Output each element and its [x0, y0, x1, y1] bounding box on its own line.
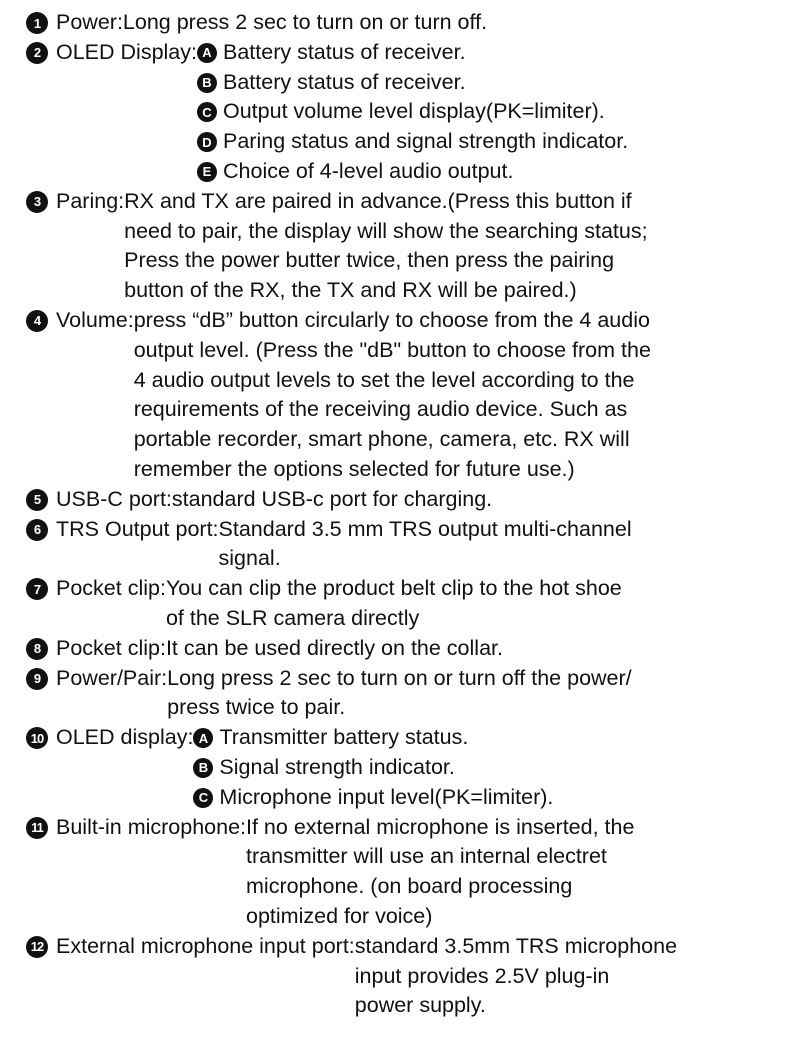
sub-item-text: Microphone input level(PK=limiter). [219, 784, 554, 809]
number-badge: 5 [26, 489, 48, 511]
item-label: External microphone input port: [56, 933, 355, 958]
letter-badge: C [193, 788, 213, 808]
description-line: transmitter will use an internal electret [246, 844, 607, 869]
description-line: requirements of the receiving audio device. Such as [133, 397, 628, 422]
description-line: optimized for voice) [246, 903, 433, 928]
letter-badge: A [197, 43, 217, 63]
description-line: If no external microphone is inserted, the [246, 814, 635, 839]
sub-item [193, 783, 553, 813]
description-line: power supply. [354, 993, 486, 1018]
sub-item-text: Battery status of receiver. [223, 39, 466, 64]
letter-badge: D [197, 132, 217, 152]
number-badge: 10 [26, 727, 48, 749]
item-description [124, 187, 647, 306]
item-description [166, 634, 503, 664]
number-badge: 7 [26, 578, 48, 600]
description-line: It can be used directly on the collar. [165, 635, 503, 660]
instruction-item [0, 187, 790, 306]
letter-badge: C [197, 102, 217, 122]
item-label: TRS Output port: [56, 516, 219, 541]
description-line: You can clip the product belt clip to the hot shoe [165, 576, 622, 601]
item-description [167, 664, 632, 724]
item-description [193, 723, 553, 812]
description-line: Long press 2 sec to turn on or turn off. [122, 10, 488, 34]
description-line: Long press 2 sec to turn on or turn off the power/ [167, 665, 632, 690]
description-line: RX and TX are paired in advance.(Press this button if [124, 188, 632, 213]
number-badge: 8 [26, 638, 48, 660]
sub-item [197, 97, 628, 127]
number-badge: 6 [26, 519, 48, 541]
sub-item [193, 753, 553, 783]
instruction-item [0, 723, 790, 812]
number-badge: 4 [26, 310, 48, 332]
sub-item-text: Choice of 4-level audio output. [223, 158, 514, 183]
instruction-item [0, 932, 790, 1021]
number-badge: 12 [26, 936, 48, 958]
description-line: Press the power butter twice, then press the pairing [124, 248, 615, 273]
item-description [134, 306, 651, 485]
sub-item-text: Paring status and signal strength indicator. [223, 129, 629, 154]
item-description [166, 574, 622, 634]
instruction-item [0, 8, 790, 38]
item-description [123, 8, 487, 38]
letter-badge: A [193, 728, 213, 748]
item-label: Power: [56, 10, 123, 34]
item-description [355, 932, 677, 1021]
item-description [172, 485, 492, 515]
sub-item [197, 68, 628, 98]
description-line: standard 3.5mm TRS microphone [354, 933, 678, 958]
number-badge: 3 [26, 191, 48, 213]
item-label: Paring: [56, 188, 125, 213]
sub-item-text: Output volume level display(PK=limiter). [223, 99, 605, 124]
item-description [197, 38, 628, 187]
letter-badge: B [193, 758, 213, 778]
sub-item [197, 157, 628, 187]
item-label: Built-in microphone: [56, 814, 247, 839]
item-label: Pocket clip: [56, 576, 166, 601]
description-line: Standard 3.5 mm TRS output multi-channel [218, 516, 632, 541]
number-badge: 11 [26, 817, 48, 839]
item-label: Pocket clip: [56, 635, 166, 660]
instruction-item [0, 515, 790, 575]
description-line: press twice to pair. [167, 695, 346, 720]
instruction-item [0, 38, 790, 187]
instruction-item [0, 306, 790, 485]
item-label: Power/Pair: [56, 665, 168, 690]
sub-item [193, 723, 553, 753]
item-label: Volume: [56, 307, 134, 332]
letter-badge: B [197, 73, 217, 93]
description-line: signal. [218, 546, 281, 571]
number-badge: 1 [26, 12, 48, 34]
description-line: need to pair, the display will show the searching status; [124, 218, 648, 243]
sub-item-text: Transmitter battery status. [219, 725, 469, 750]
item-label: USB-C port: [56, 486, 172, 511]
sub-item-text: Battery status of receiver. [223, 69, 466, 94]
item-label: OLED display: [56, 725, 194, 750]
description-line: standard USB-c port for charging. [171, 486, 493, 511]
instruction-item [0, 813, 790, 932]
number-badge: 2 [26, 42, 48, 64]
instruction-item [0, 574, 790, 634]
description-line: press “dB” button circularly to choose from the 4 audio [133, 307, 650, 332]
item-label: OLED Display: [56, 39, 197, 64]
sub-item [197, 38, 628, 68]
sub-item-text: Signal strength indicator. [219, 754, 455, 779]
description-line: output level. (Press the "dB" button to choose from the [133, 337, 651, 362]
item-description [246, 813, 634, 932]
item-description [219, 515, 632, 575]
sub-item [197, 127, 628, 157]
description-line: input provides 2.5V plug-in [354, 963, 610, 988]
description-line: 4 audio output levels to set the level according to the [133, 367, 635, 392]
instruction-item [0, 485, 790, 515]
description-line: microphone. (on board processing [246, 874, 573, 899]
letter-badge: E [197, 162, 217, 182]
instruction-item [0, 664, 790, 724]
description-line: remember the options selected for future use.) [133, 456, 575, 481]
instruction-item [0, 634, 790, 664]
description-line: portable recorder, smart phone, camera, etc. RX will [133, 427, 630, 452]
description-line: button of the RX, the TX and RX will be paired.) [124, 278, 577, 303]
description-line: of the SLR camera directly [165, 605, 420, 630]
instruction-list [0, 8, 790, 1021]
number-badge: 9 [26, 668, 48, 690]
